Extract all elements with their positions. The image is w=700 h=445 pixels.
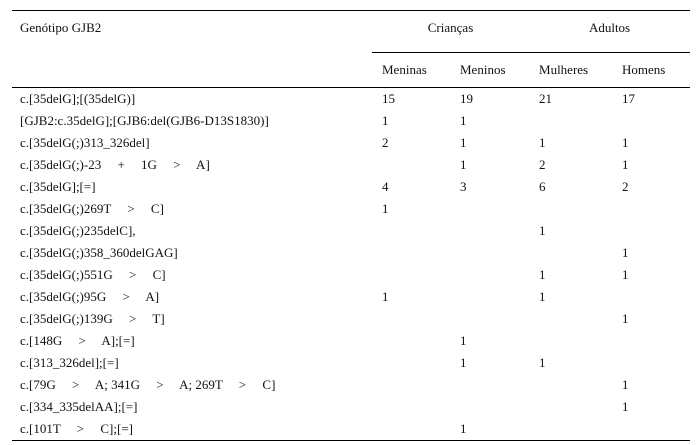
count-cell-meninos: 1 bbox=[460, 333, 467, 348]
table-row bbox=[12, 242, 690, 264]
genotype-cell: c.[35delG(;)358_360delGAG] bbox=[20, 245, 178, 260]
count-cell-homens: 2 bbox=[622, 179, 629, 194]
count-cell-homens: 17 bbox=[622, 91, 636, 106]
count-cell-meninas: 1 bbox=[382, 289, 389, 304]
count-cell-meninos: 19 bbox=[460, 91, 473, 106]
subheader-meninas: Meninas bbox=[372, 53, 450, 88]
count-cell-meninas: 1 bbox=[382, 201, 389, 216]
genotype-table-container bbox=[12, 10, 690, 441]
count-cell-meninas bbox=[372, 220, 450, 242]
count-cell-meninas bbox=[372, 264, 450, 286]
genotype-cell: c.[35delG(;)95G > A] bbox=[20, 289, 160, 304]
table-row bbox=[12, 396, 690, 418]
count-cell-meninos: 1 bbox=[460, 113, 467, 128]
count-cell-meninas: 2 bbox=[382, 135, 389, 150]
table-row bbox=[12, 330, 690, 352]
count-cell-meninos bbox=[450, 198, 529, 220]
table-row bbox=[12, 220, 690, 242]
count-cell-meninas bbox=[372, 352, 450, 374]
count-cell-meninos: 3 bbox=[460, 179, 467, 194]
count-cell-meninos bbox=[450, 396, 529, 418]
count-cell-homens bbox=[612, 198, 690, 220]
table-row bbox=[12, 352, 690, 374]
table-row bbox=[12, 374, 690, 396]
genotype-cell: c.[35delG];[(35delG)] bbox=[20, 91, 136, 106]
count-cell-homens bbox=[612, 220, 690, 242]
table-row bbox=[12, 286, 690, 308]
count-cell-homens: 1 bbox=[622, 311, 629, 326]
genotype-cell: c.[35delG];[=] bbox=[20, 179, 96, 194]
count-cell-meninos bbox=[450, 308, 529, 330]
genotype-cell: c.[148G > A];[=] bbox=[20, 333, 135, 348]
count-cell-meninas: 1 bbox=[382, 113, 389, 128]
genotype-cell: c.[35delG(;)139G > T] bbox=[20, 311, 165, 326]
count-cell-homens: 1 bbox=[622, 399, 629, 414]
table-row bbox=[12, 418, 690, 441]
genotype-table bbox=[12, 10, 690, 441]
genotype-cell: c.[334_335delAA];[=] bbox=[20, 399, 138, 414]
count-cell-meninas bbox=[372, 418, 450, 441]
genotype-cell: [GJB2:c.35delG];[GJB6:del(GJB6-D13S1830)] bbox=[20, 113, 269, 128]
genotype-cell: c.[79G > A; 341G > A; 269T > C] bbox=[20, 377, 276, 392]
count-cell-meninos bbox=[450, 220, 529, 242]
count-cell-mulheres bbox=[529, 308, 612, 330]
count-cell-mulheres: 21 bbox=[539, 91, 553, 106]
count-cell-meninas bbox=[372, 154, 450, 176]
count-cell-mulheres: 1 bbox=[539, 223, 546, 238]
genotype-cell: c.[35delG(;)269T > C] bbox=[20, 201, 164, 216]
genotype-cell: c.[35delG(;)551G > C] bbox=[20, 267, 166, 282]
table-header bbox=[12, 11, 690, 88]
count-cell-mulheres: 1 bbox=[539, 355, 546, 370]
count-cell-mulheres: 6 bbox=[539, 179, 546, 194]
genotype-cell: c.[313_326del];[=] bbox=[20, 355, 119, 370]
count-cell-meninas bbox=[372, 374, 450, 396]
count-cell-homens bbox=[612, 352, 690, 374]
count-cell-mulheres bbox=[529, 330, 612, 352]
count-cell-mulheres: 2 bbox=[539, 157, 546, 172]
table-row bbox=[12, 154, 690, 176]
count-cell-meninos: 1 bbox=[460, 355, 467, 370]
count-cell-mulheres bbox=[529, 396, 612, 418]
count-cell-meninas bbox=[372, 396, 450, 418]
table-body bbox=[12, 88, 690, 441]
count-cell-meninos: 1 bbox=[460, 135, 467, 150]
count-cell-meninas bbox=[372, 308, 450, 330]
count-cell-meninas bbox=[372, 242, 450, 264]
table-row bbox=[12, 110, 690, 132]
header-row-groups bbox=[12, 11, 690, 53]
subheader-homens: Homens bbox=[612, 53, 690, 88]
count-cell-homens bbox=[612, 330, 690, 352]
count-cell-homens bbox=[612, 418, 690, 441]
count-cell-homens bbox=[612, 110, 690, 132]
genotype-cell: c.[35delG(;)-23 + 1G > A] bbox=[20, 157, 210, 172]
count-cell-mulheres bbox=[529, 110, 612, 132]
count-cell-homens: 1 bbox=[622, 135, 629, 150]
table-row bbox=[12, 198, 690, 220]
count-cell-homens bbox=[612, 286, 690, 308]
count-cell-homens: 1 bbox=[622, 267, 629, 282]
count-cell-mulheres bbox=[529, 374, 612, 396]
genotype-cell: c.[35delG(;)235delC], bbox=[20, 223, 136, 238]
group-header-adults: Adultos bbox=[529, 11, 690, 53]
table-row bbox=[12, 176, 690, 198]
count-cell-meninos bbox=[450, 264, 529, 286]
count-cell-meninas: 15 bbox=[382, 91, 395, 106]
count-cell-mulheres: 1 bbox=[539, 135, 546, 150]
count-cell-meninos: 1 bbox=[460, 157, 467, 172]
table-row bbox=[12, 308, 690, 330]
count-cell-mulheres bbox=[529, 198, 612, 220]
count-cell-homens: 1 bbox=[622, 157, 629, 172]
count-cell-homens: 1 bbox=[622, 245, 629, 260]
table-row bbox=[12, 264, 690, 286]
count-cell-meninos bbox=[450, 286, 529, 308]
count-cell-meninos bbox=[450, 374, 529, 396]
subheader-meninos: Meninos bbox=[450, 53, 529, 88]
count-cell-meninos: 1 bbox=[450, 418, 529, 441]
group-header-children: Crianças bbox=[372, 11, 529, 53]
count-cell-mulheres: 1 bbox=[539, 267, 546, 282]
count-cell-mulheres bbox=[529, 418, 612, 441]
table-row bbox=[12, 132, 690, 154]
count-cell-meninas: 4 bbox=[382, 179, 389, 194]
count-cell-meninas bbox=[372, 330, 450, 352]
count-cell-mulheres bbox=[529, 242, 612, 264]
subheader-mulheres: Mulheres bbox=[529, 53, 612, 88]
table-row bbox=[12, 88, 690, 111]
count-cell-mulheres: 1 bbox=[539, 289, 546, 304]
genotype-column-header: Genótipo GJB2 bbox=[12, 11, 372, 88]
genotype-cell: c.[101T > C];[=] bbox=[12, 418, 372, 441]
count-cell-homens: 1 bbox=[622, 377, 629, 392]
genotype-cell: c.[35delG(;)313_326del] bbox=[20, 135, 150, 150]
count-cell-meninos bbox=[450, 242, 529, 264]
